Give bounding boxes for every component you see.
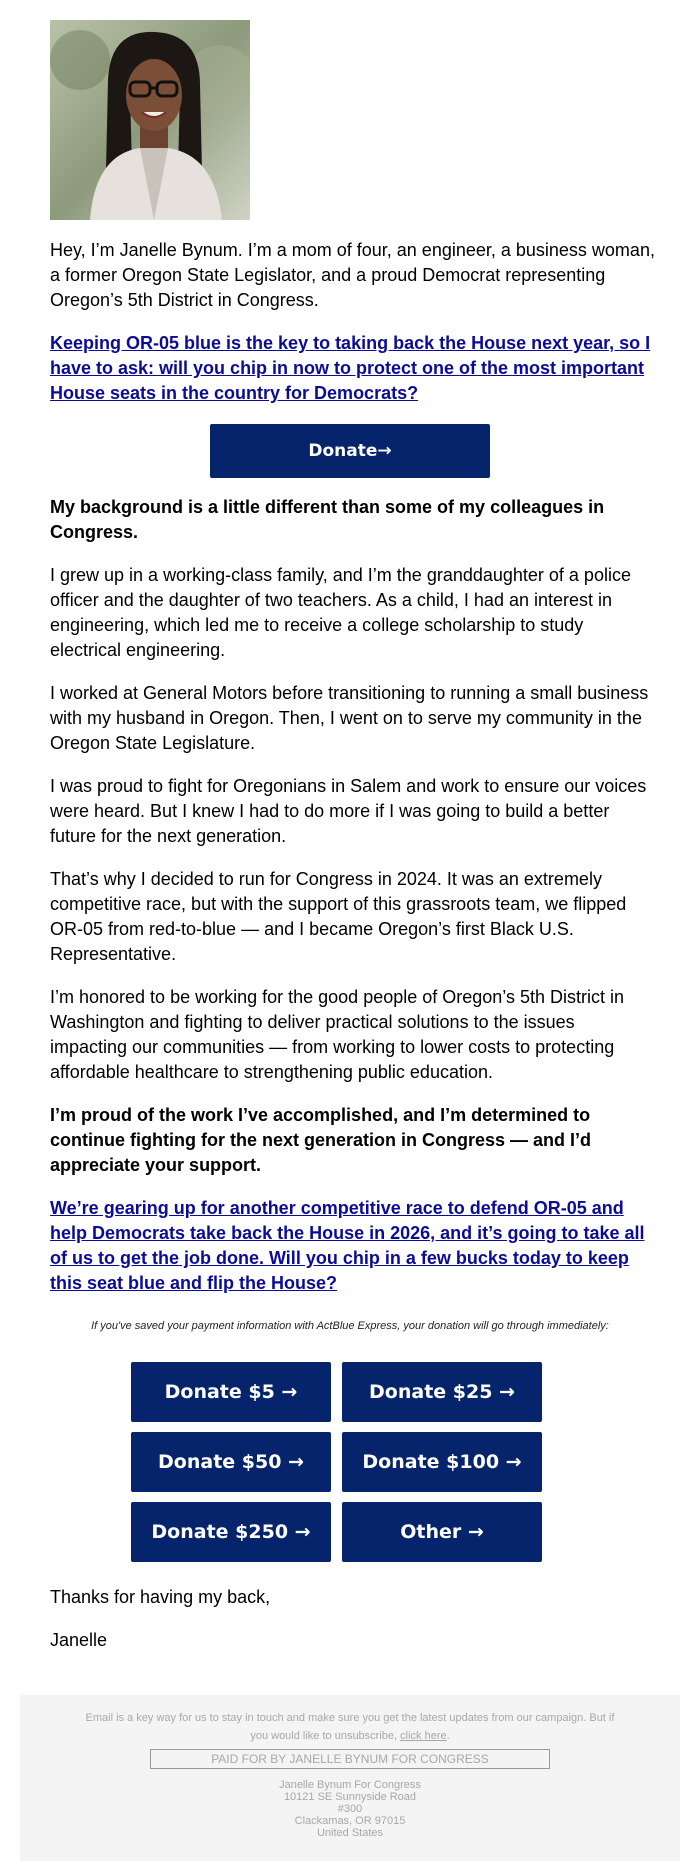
actblue-express-note: If you've saved your payment information with ActBlue Express, your donation will go through immediately: (91, 1320, 609, 1332)
honored-paragraph: I’m honored to be working for the good people of Oregon’s 5th District in Washington and fighting to deliver practical solutions to the issues impacting our communities — from working to lower costs to protecting affordable healthcare to strengthening public education. (50, 987, 624, 1082)
candidate-photo (50, 20, 250, 220)
mailing-address (20, 1779, 680, 1839)
background-heading: My background is a little different than some of my colleagues in Congress. (50, 497, 605, 542)
gm-paragraph: I worked at General Motors before transitioning to running a small business with my husband in Oregon. Then, I went on to serve my community in the Oregon State Legislature. (50, 683, 649, 753)
address-line: Clackamas, OR 97015 (294, 1815, 406, 1827)
donate-link-2[interactable]: We’re gearing up for another competitive race to defend OR-05 and help Democrats take back the House in 2026, and it’s going to take all of us to get the job done. Will you chip in a few bucks today to keep this seat blue and flip the House? (50, 1198, 645, 1293)
footer-period: . (446, 1730, 450, 1742)
intro-paragraph: Hey, I’m Janelle Bynum. I’m a mom of four, an engineer, a business woman, a former Oregon State Legislator, and a proud Democrat representing Oregon’s 5th District in Congress. (50, 240, 655, 310)
donate-other-button[interactable]: Other → (342, 1502, 542, 1562)
signature: Janelle (50, 1630, 108, 1650)
email-footer (20, 1695, 680, 1861)
family-paragraph: I grew up in a working-class family, and I’m the granddaughter of a police officer and the daughter of two teachers. As a child, I had an interest in engineering, which led me to receive a college scholarship to study electrical engineering. (50, 565, 631, 660)
signoff: Thanks for having my back, (50, 1587, 271, 1607)
donate-link-1[interactable]: Keeping OR-05 blue is the key to taking back the House next year, so I have to ask: will you chip in now to protect one of the most important House seats in the country for Democrats? (50, 333, 651, 403)
address-line: United States (316, 1827, 384, 1839)
paid-for-disclaimer: PAID FOR BY JANELLE BYNUM FOR CONGRESS (150, 1749, 550, 1769)
donate-25-button[interactable]: Donate $25 → (342, 1362, 542, 1422)
salem-paragraph: I was proud to fight for Oregonians in Salem and work to ensure our voices were heard. But I knew I had to do more if I was going to build a better future for the next generation. (50, 776, 647, 846)
donate-5-button[interactable]: Donate $5 → (131, 1362, 331, 1422)
unsubscribe-link[interactable]: click here (400, 1730, 447, 1742)
proud-paragraph: I’m proud of the work I’ve accomplished, and I’m determined to continue fighting for the next generation in Congress — and I’d appreciate your support. (50, 1105, 592, 1175)
address-line: #300 (337, 1803, 363, 1815)
donate-250-button[interactable]: Donate $250 → (131, 1502, 331, 1562)
donate-100-button[interactable]: Donate $100 → (342, 1432, 542, 1492)
donate-50-button[interactable]: Donate $50 → (131, 1432, 331, 1492)
donate-button[interactable]: Donate→ (210, 424, 490, 478)
run-2024-paragraph: That’s why I decided to run for Congress in 2024. It was an extremely competitive race, but with the support of this grassroots team, we flipped OR-05 from red-to-blue — and I became Oregon’s first Black U.S. Representative. (50, 869, 627, 964)
unsubscribe-text (80, 1709, 620, 1745)
portrait-illustration (50, 20, 250, 220)
footer-message: Email is a key way for us to stay in touch and make sure you get the latest updates from our campaign. But if you would like to unsubscribe, (85, 1712, 615, 1742)
address-line: 10121 SE Sunnyside Road (283, 1791, 417, 1803)
address-line: Janelle Bynum For Congress (279, 1779, 421, 1791)
